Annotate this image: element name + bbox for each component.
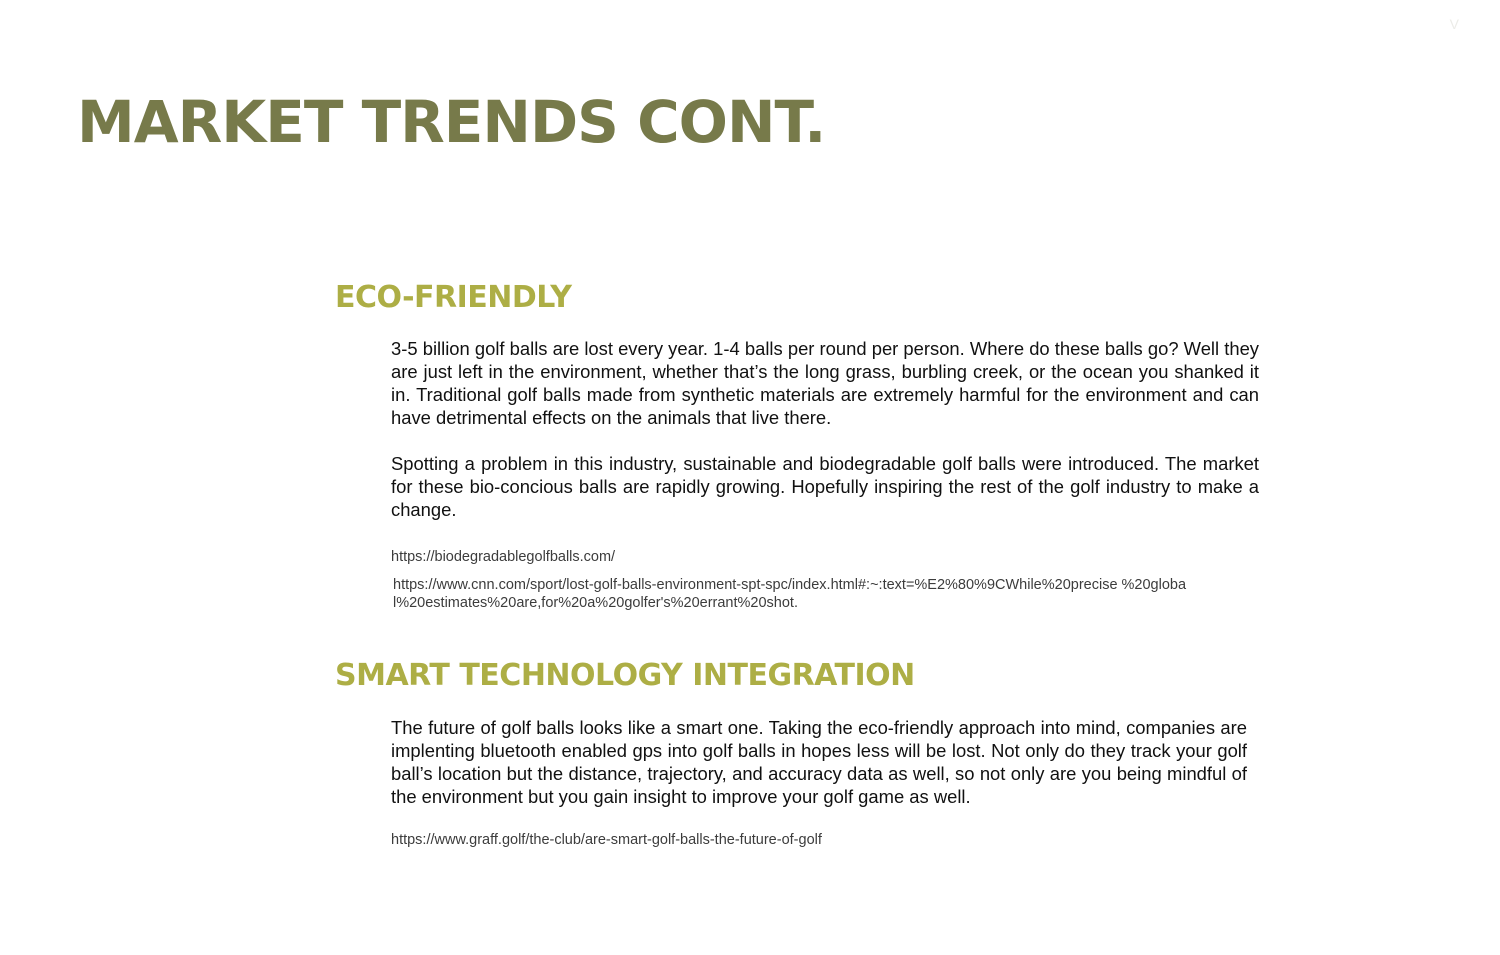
paragraph-eco-2: Spotting a problem in this industry, sustainable and biodegradable golf balls were introduced. The market for these bio-concious balls are rapidly growing. Hopefully inspiring the rest of the golf industry to make a change. [391,453,1259,520]
section-heading-eco-friendly: ECO-FRIENDLY [335,280,572,315]
paragraph-eco-1: 3-5 billion golf balls are lost every year. 1-4 balls per round per person. Where do these balls go? Well they are just left in the environment, whether that’s the long grass, burbling creek, or the ocean you shanked it in. Traditional golf balls made from synthetic materials are extremely harmful for the environment and can have detrimental effects on the animals that live there. [391,338,1259,428]
source-link-biodegradable[interactable]: https://biodegradablegolfballs.com/ [391,549,616,565]
section-heading-smart-technology: SMART TECHNOLOGY INTEGRATION [335,658,915,693]
paragraph-smart-tech: The future of golf balls looks like a smart one. Taking the eco-friendly approach into mind, companies are implenting bluetooth enabled gps into golf balls in hopes less will be lost. Not only do they track your golf ball’s location but the distance, trajectory, and accuracy data as well, so not only are you being mindful of the environment but you gain insight to improve your golf game as well. [391,717,1247,807]
page-title: MARKET TRENDS CONT. [77,88,826,156]
header-faint-text-right: V [1449,16,1460,32]
source-link-graff[interactable]: https://www.graff.golf/the-club/are-smart-golf-balls-the-future-of-golf [391,832,822,848]
source-link-cnn[interactable]: https://www.cnn.com/sport/lost-golf-balls-environment-spt-spc/index.html#:~:text=%E2%80%9CWhile%20precise %20global%20estimates%20are,for%20a%20golfer's%20errant%20shot. [393,577,1187,611]
